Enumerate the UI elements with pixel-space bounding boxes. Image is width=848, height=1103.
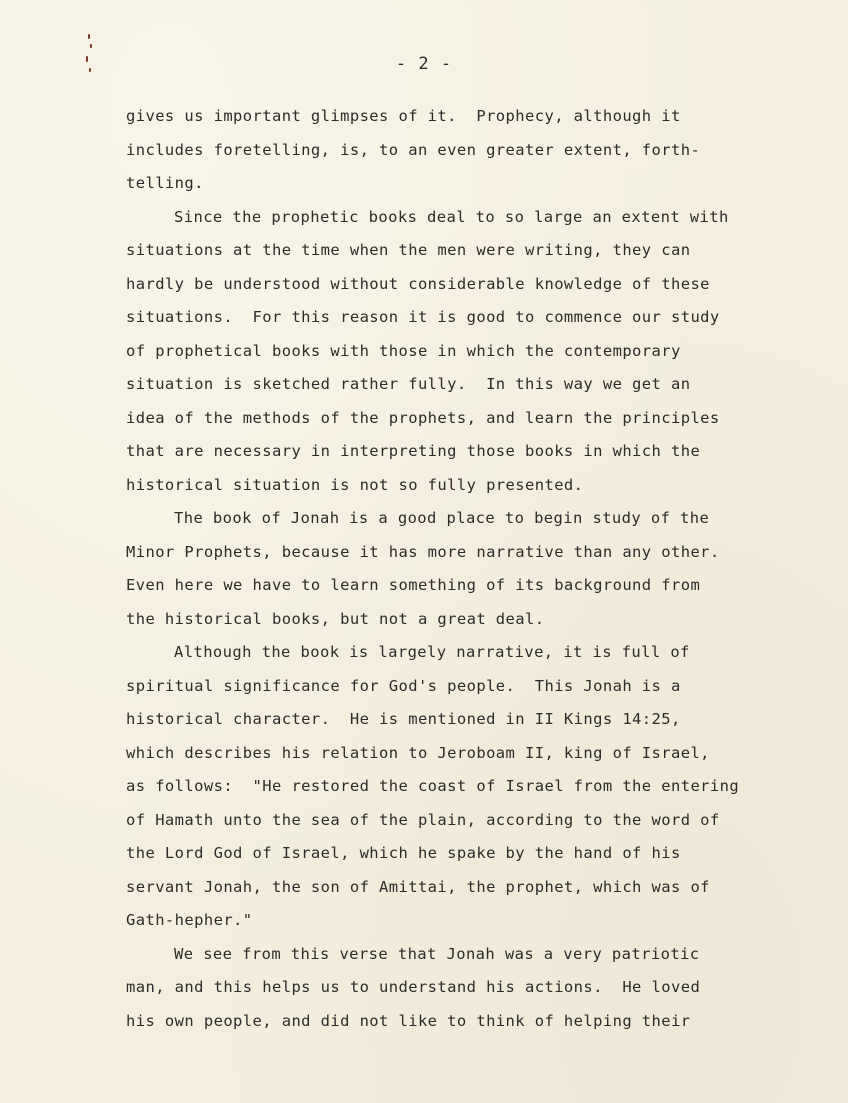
text-line: idea of the methods of the prophets, and learn the principles xyxy=(126,408,720,427)
text-line: The book of Jonah is a good place to begin study of the xyxy=(174,509,710,527)
page-number: - 2 - xyxy=(395,54,453,74)
text-line: situation is sketched rather fully. In this way we get an xyxy=(126,375,691,393)
text-line: man, and this helps us to understand his actions. He loved xyxy=(126,978,701,996)
paragraph xyxy=(126,938,766,1039)
paragraph xyxy=(126,636,766,938)
text-line: servant Jonah, the son of Amittai, the prophet, which was of xyxy=(126,877,710,896)
text-line: Minor Prophets, because it has more narrative than any other. xyxy=(126,542,720,561)
text-line: includes foretelling, is, to an even greater extent, forth- xyxy=(126,140,701,159)
text-line: gives us important glimpses of it. Prophecy, although it xyxy=(126,107,681,125)
text-line: situations. For this reason it is good to commence our study xyxy=(126,308,720,326)
text-line: as follows: "He restored the coast of Israel from the entering xyxy=(126,777,740,795)
text-line: Although the book is largely narrative, it is full of xyxy=(174,643,690,661)
text-line: situations at the time when the men were writing, they can xyxy=(126,241,691,259)
text-line: of Hamath unto the sea of the plain, according to the word of xyxy=(126,810,720,829)
text-line: Even here we have to learn something of its background from xyxy=(126,576,701,594)
text-line: his own people, and did not like to think of helping their xyxy=(126,1011,691,1030)
text-line: the historical books, but not a great deal. xyxy=(126,609,545,628)
paragraph xyxy=(126,201,766,503)
text-line: Gath-hepher." xyxy=(126,911,253,929)
paragraph xyxy=(126,502,766,636)
text-line: the Lord God of Israel, which he spake by the hand of his xyxy=(126,844,681,862)
text-line: historical character. He is mentioned in II Kings 14:25, xyxy=(126,710,681,728)
paragraph xyxy=(126,100,766,201)
text-line: We see from this verse that Jonah was a very patriotic xyxy=(174,944,700,963)
document-body xyxy=(126,100,766,1038)
text-line: which describes his relation to Jeroboam II, king of Israel, xyxy=(126,743,710,762)
text-line: hardly be understood without considerable knowledge of these xyxy=(126,274,710,293)
text-line: Since the prophetic books deal to so large an extent with xyxy=(174,207,729,226)
text-line: telling. xyxy=(126,174,204,192)
text-line: historical situation is not so fully presented. xyxy=(126,475,584,494)
text-line: of prophetical books with those in which the contemporary xyxy=(126,341,681,360)
text-line: spiritual significance for God's people. This Jonah is a xyxy=(126,676,681,695)
text-line: that are necessary in interpreting those books in which the xyxy=(126,442,701,460)
